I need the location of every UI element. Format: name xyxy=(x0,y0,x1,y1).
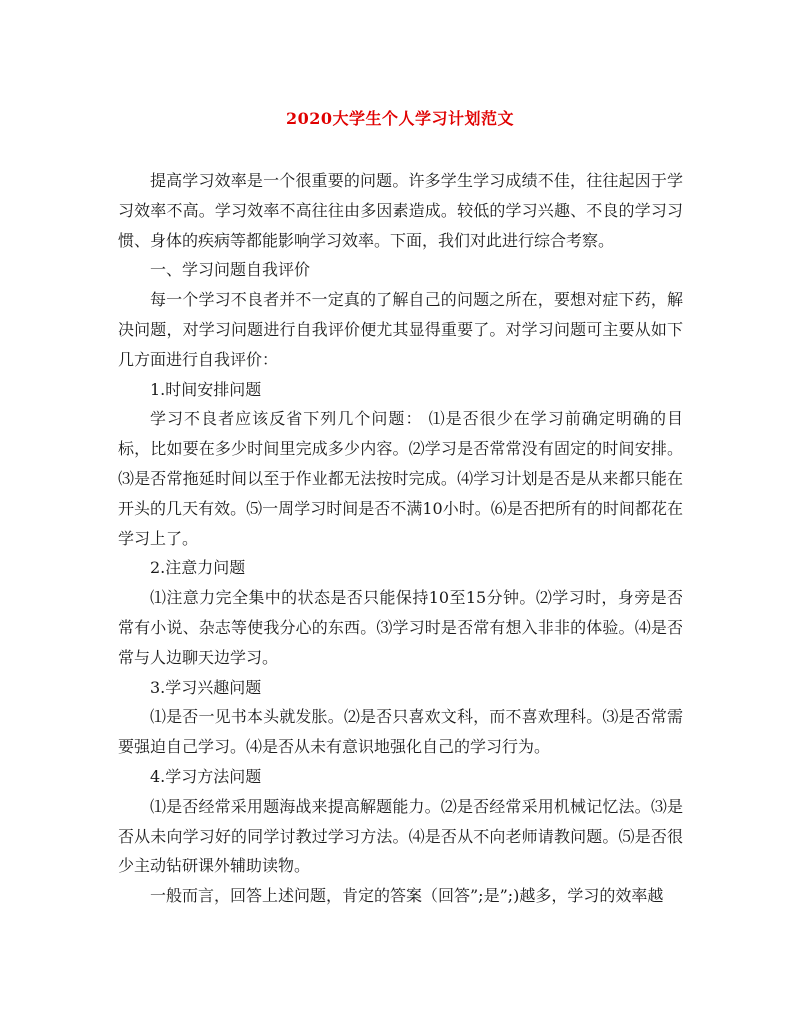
subheading-interest: 3.学习兴趣问题 xyxy=(150,677,262,697)
subheading-method: 4.学习方法问题 xyxy=(150,766,262,786)
paragraph-interest: ⑴是否一见书本头就发胀。⑵是否只喜欢文科，而不喜欢理科。⑶是否常需要强迫自己学习。⑷是否从未有意识地强化自己的学习行为。 xyxy=(118,707,683,757)
subheading-attention: 2.注意力问题 xyxy=(150,558,246,578)
document-title: 2020大学生个人学习计划范文 xyxy=(285,109,515,128)
paragraph-intro: 提高学习效率是一个很重要的问题。许多学生学习成绩不佳，往往起因于学习效率不高。学习效率不高往往由多因素造成。较低的学习兴趣、不良的学习习惯、身体的疾病等都能影响学习效率。下面，我们对此进行综合考察。 xyxy=(118,171,683,250)
paragraph-self-evaluation: 每一个学习不良者并不一定真的了解自己的问题之所在，要想对症下药，解决问题，对学习问题进行自我评价便尤其显得重要了。对学习问题可主要从如下几方面进行自我评价： xyxy=(118,290,683,369)
section-heading-self-evaluation: 一、学习问题自我评价 xyxy=(150,260,311,280)
paragraph-method: ⑴是否经常采用题海战来提高解题能力。⑵是否经常采用机械记忆法。⑶是否从未向学习好的同学讨教过学习方法。⑷是否从不向老师请教问题。⑸是否很少主动钻研课外辅助读物。 xyxy=(118,796,683,876)
document-body xyxy=(118,166,683,911)
subheading-time-management: 1.时间安排问题 xyxy=(150,379,262,399)
paragraph-attention: ⑴注意力完全集中的状态是否只能保持10至15分钟。⑵学习时，身旁是否常有小说、杂志等使我分心的东西。⑶学习时是否常有想入非非的体验。⑷是否常与人边聊天边学习。 xyxy=(118,588,683,667)
paragraph-conclusion: 一般而言，回答上述问题，肯定的答案（回答”;是”;)越多，学习的效率越 xyxy=(150,886,664,906)
paragraph-time-management: 学习不良者应该反省下列几个问题： ⑴是否很少在学习前确定明确的目标，比如要在多少时间里完成多少内容。⑵学习是否常常没有固定的时间安排。⑶是否常拖延时间以至于作业都无法按时完成。⑷学习计划是否是从来都只能在开头的几天有效。⑸一周学习时间是否不满10小时。⑹是否把所有的时间都花在学习上了。 xyxy=(118,409,683,548)
